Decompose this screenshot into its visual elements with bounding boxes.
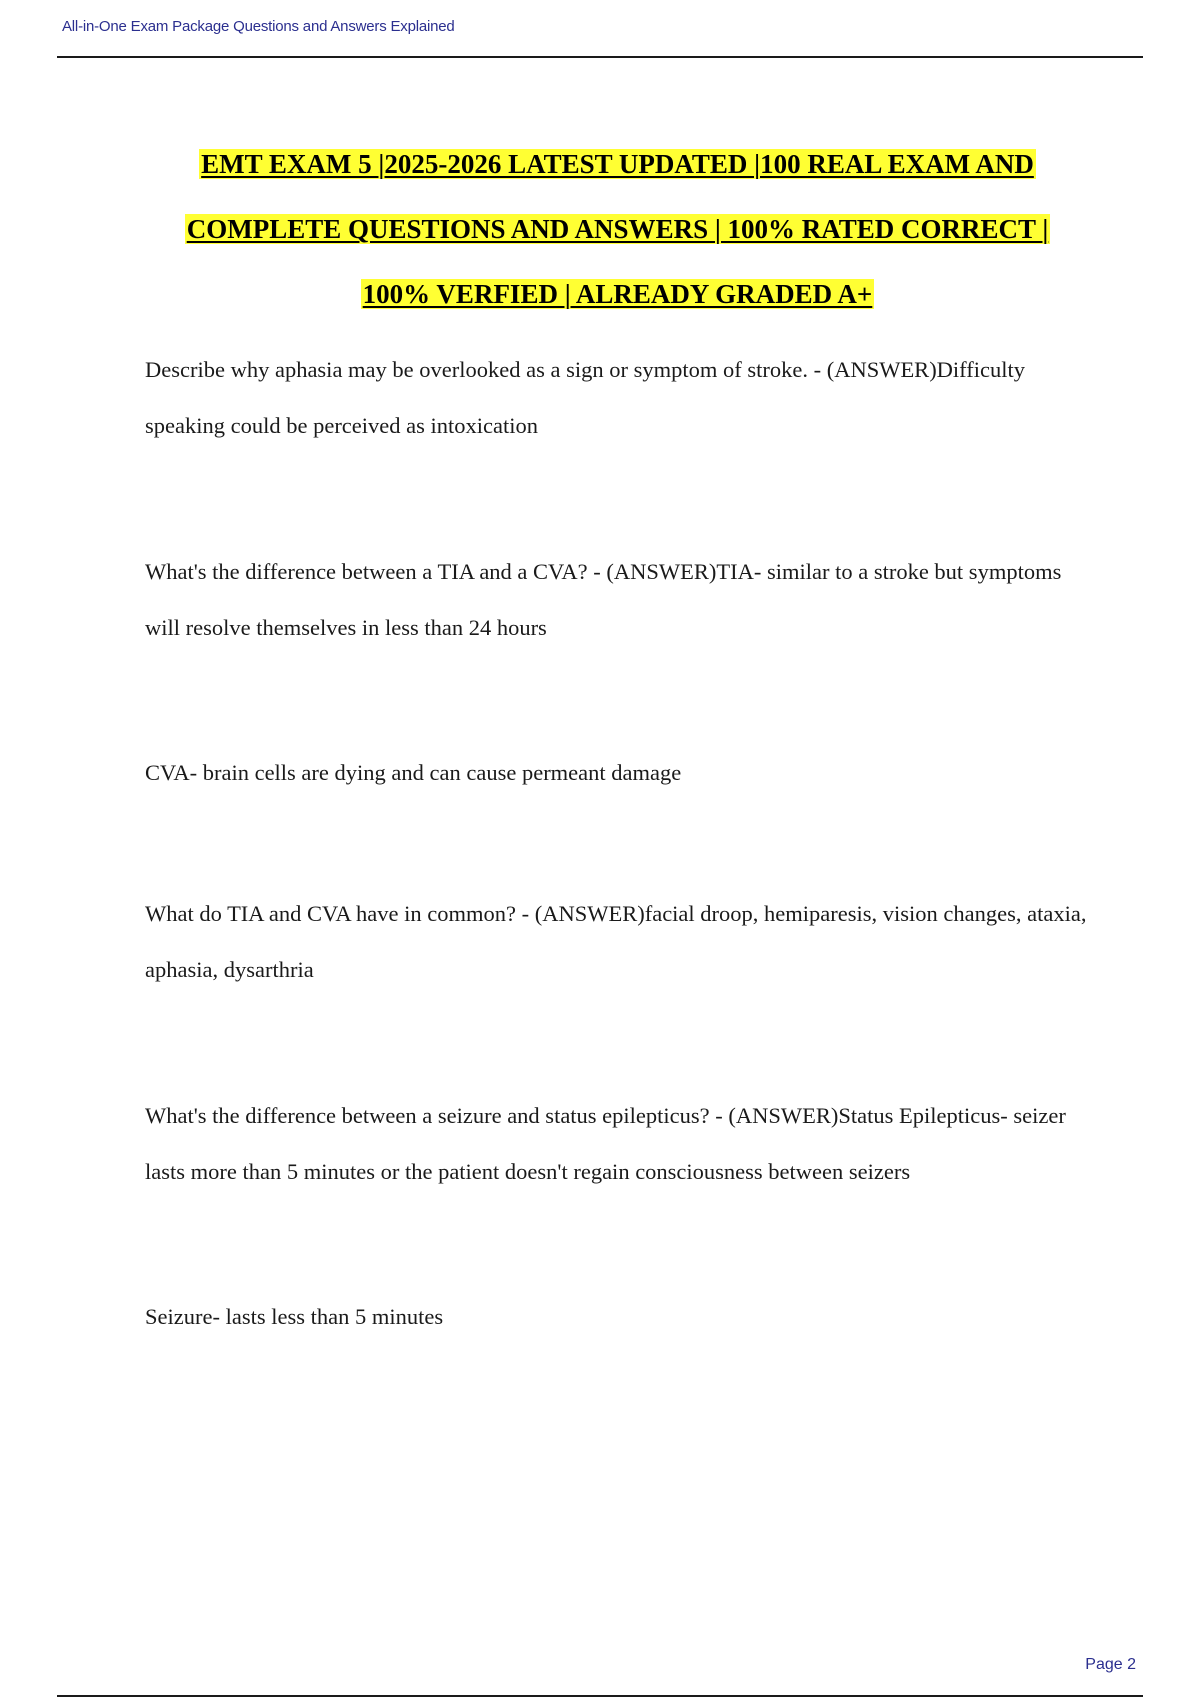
title-line-3-text: 100% VERFIED | ALREADY GRADED A+ bbox=[362, 279, 873, 309]
title-line-3 bbox=[120, 271, 1115, 336]
header-divider bbox=[57, 56, 1143, 58]
qa-cva-note: CVA- brain cells are dying and can cause permeant damage bbox=[145, 760, 682, 785]
qa-seizure-vs-status: What's the difference between a seizure and status epilepticus? - (ANSWER)Status Epilepticus- seizer lasts more than 5 minutes or the patient doesn't regain consciousness between seizers bbox=[145, 1103, 1066, 1184]
title-line-1 bbox=[120, 141, 1115, 206]
title-line-2 bbox=[120, 206, 1115, 271]
title-line-2-text: COMPLETE QUESTIONS AND ANSWERS | 100% RATED CORRECT | bbox=[186, 214, 1049, 244]
title-line-1-text: EMT EXAM 5 |2025-2026 LATEST UPDATED |100 REAL EXAM AND bbox=[201, 149, 1034, 179]
qa-tia-cva-common: What do TIA and CVA have in common? - (ANSWER)facial droop, hemiparesis, vision changes, ataxia, aphasia, dysarthria bbox=[145, 901, 1087, 982]
running-header: All-in-One Exam Package Questions and Answers Explained bbox=[62, 18, 455, 35]
qa-aphasia: Describe why aphasia may be overlooked as a sign or symptom of stroke. - (ANSWER)Difficulty speaking could be perceived as intoxication bbox=[145, 357, 1026, 438]
document-title bbox=[120, 141, 1115, 336]
page-number: Page 2 bbox=[1085, 1656, 1136, 1673]
footer-divider bbox=[57, 1695, 1143, 1697]
qa-tia-vs-cva: What's the difference between a TIA and a CVA? - (ANSWER)TIA- similar to a stroke but symptoms will resolve themselves in less than 24 hours bbox=[145, 559, 1062, 640]
qa-seizure-note: Seizure- lasts less than 5 minutes bbox=[145, 1304, 444, 1329]
